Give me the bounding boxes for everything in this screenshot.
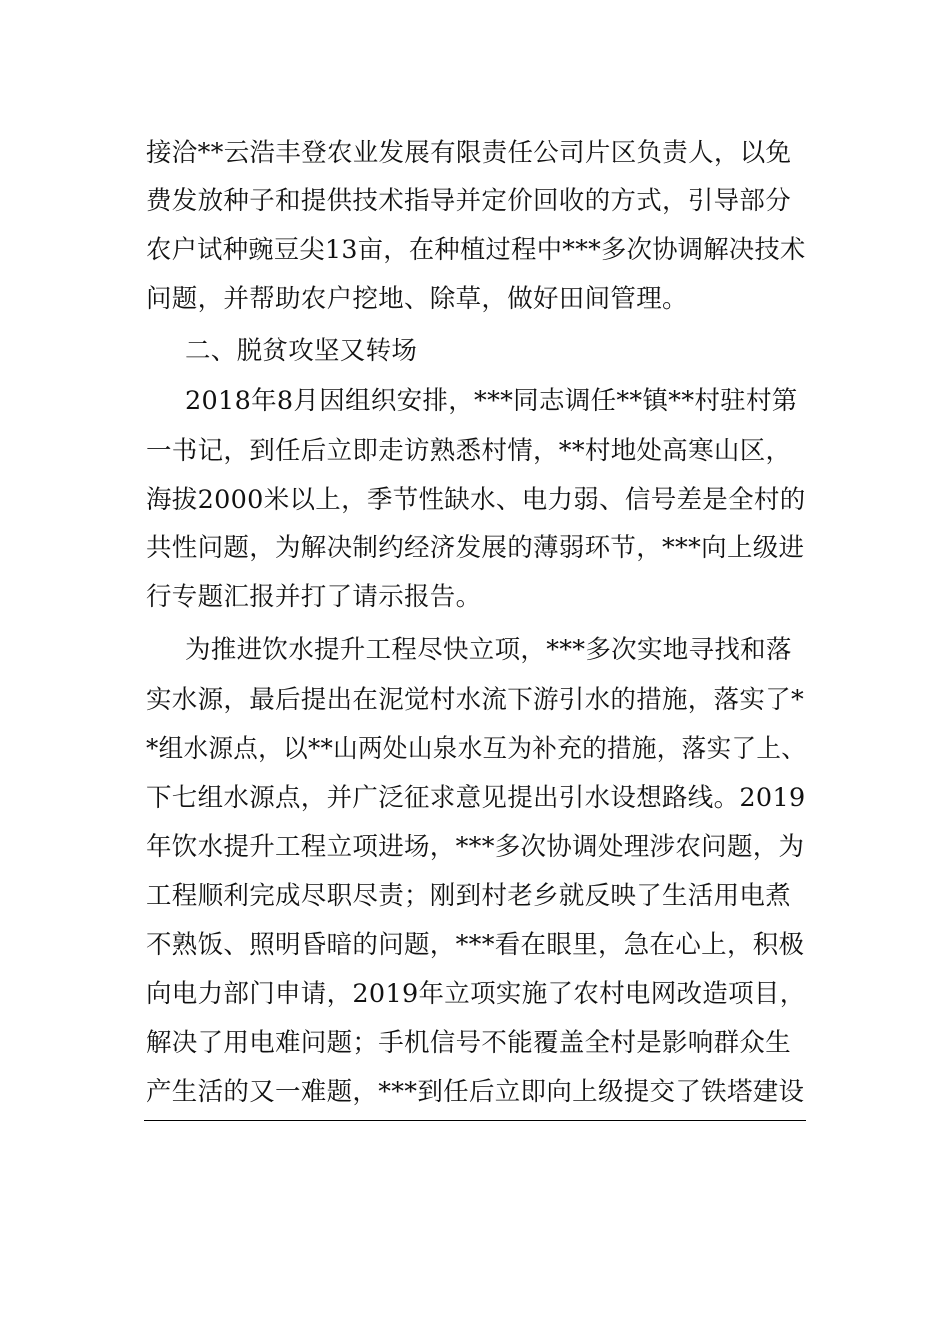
text-line-17: 不熟饭、照明昏暗的问题，***看在眼里，急在心上，积极	[146, 930, 805, 960]
text-line-8: 海拔2000米以上，季节性缺水、电力弱、信号差是全村的	[146, 485, 806, 515]
text-line-10: 行专题汇报并打了请示报告。	[146, 582, 482, 612]
text-line-20: 产生活的又一难题，***到任后立即向上级提交了铁塔建设	[146, 1077, 805, 1107]
text-line-18: 向电力部门申请，2019年立项实施了农村电网改造项目，	[146, 979, 806, 1009]
text-line-7: 一书记，到任后立即走访熟悉村情，**村地处高寒山区，	[146, 436, 792, 466]
text-line-1: 接洽**云浩丰登农业发展有限责任公司片区负责人，以免	[146, 138, 792, 168]
text-line-9: 共性问题，为解决制约经济发展的薄弱环节，***向上级进	[146, 533, 805, 563]
text-line-14: 下七组水源点，并广泛征求意见提出引水设想路线。2019	[146, 783, 806, 813]
text-line-15: 年饮水提升工程立项进场，***多次协调处理涉农问题，为	[146, 832, 805, 862]
text-line-6: 2018年8月因组织安排，***同志调任**镇**村驻村第	[185, 386, 798, 416]
text-line-11: 为推进饮水提升工程尽快立项，***多次实地寻找和落	[185, 635, 792, 665]
text-line-2: 费发放种子和提供技术指导并定价回收的方式，引导部分	[146, 186, 792, 216]
section-heading: 二、脱贫攻坚又转场	[185, 336, 418, 366]
text-line-16: 工程顺利完成尽职尽责；刚到村老乡就反映了生活用电煮	[146, 881, 792, 911]
text-line-13: *组水源点，以**山两处山泉水互为补充的措施，落实了上、	[146, 734, 807, 764]
text-line-3: 农户试种豌豆尖13亩，在种植过程中***多次协调解决技术	[146, 235, 806, 265]
text-line-12: 实水源，最后提出在泥觉村水流下游引水的措施，落实了*	[146, 685, 805, 715]
text-line-4: 问题，并帮助农户挖地、除草，做好田间管理。	[146, 284, 688, 314]
text-line-19: 解决了用电难问题；手机信号不能覆盖全村是影响群众生	[146, 1028, 792, 1058]
footer-divider	[144, 1120, 806, 1121]
